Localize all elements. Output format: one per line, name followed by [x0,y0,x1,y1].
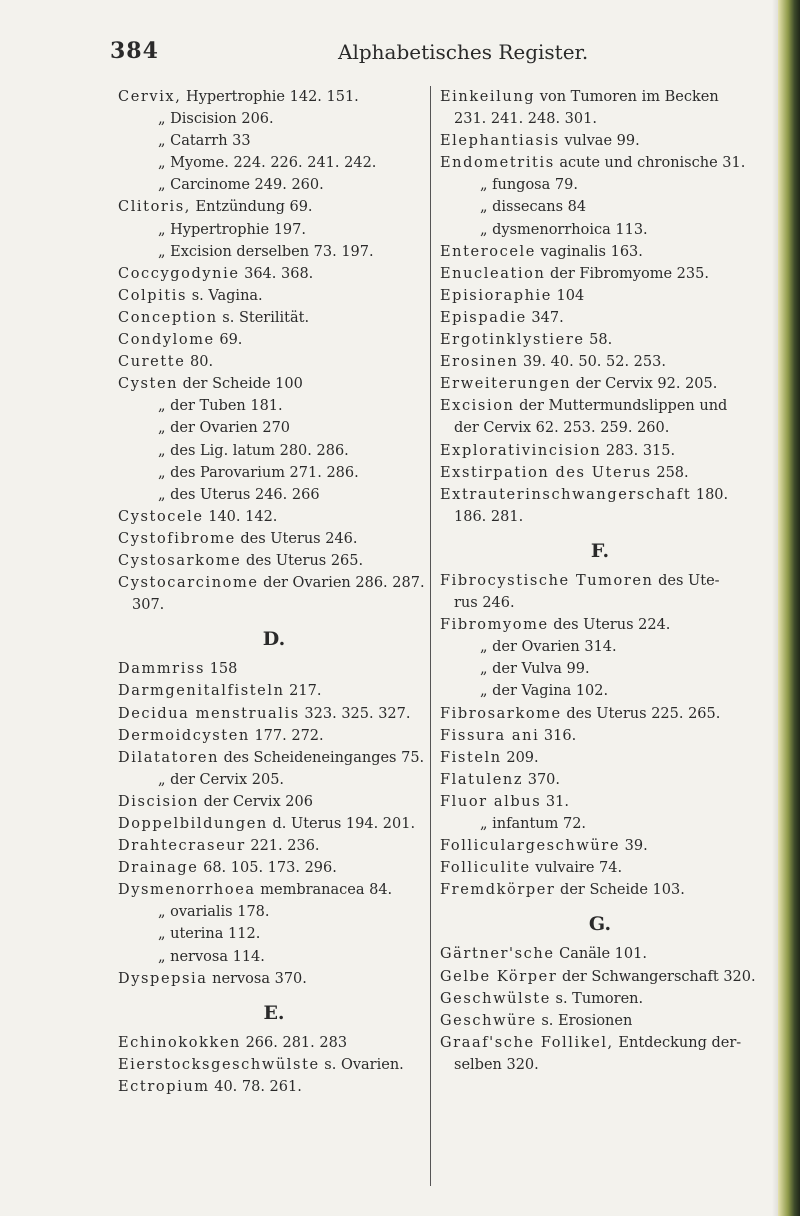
index-term: Cystofibrome [118,530,236,547]
index-entry [440,440,760,462]
index-references: der Cervix 206 [199,793,313,810]
index-term: Echinokokken [118,1034,241,1051]
index-subentry: „ der Vagina 102. [480,683,609,700]
index-entry [440,351,760,373]
index-references: 177. 272. [249,727,324,744]
index-entry [118,968,430,990]
index-entry [440,747,760,769]
index-continuation: rus 246. [454,595,515,612]
index-references: der Muttermundslippen und [514,398,728,415]
index-entry [440,285,760,307]
index-references: 39. [620,838,648,855]
index-entry [118,307,430,329]
index-references: s. Vagina. [187,287,263,304]
index-term: Fissura ani [440,727,540,744]
column-divider [430,86,431,1186]
index-subentry: „ der Vulva 99. [480,661,590,678]
index-entry [118,373,430,395]
index-term: Colpitis [118,287,188,304]
index-entry [440,570,760,592]
page-number: 384 [110,38,159,64]
index-term: Dysmenorrhoea [118,882,256,899]
index-references: von Tumoren im Becken [535,89,719,105]
index-references: d. Uterus 194. 201. [267,816,416,832]
index-references: 316. [539,727,577,744]
index-references: des Uterus 246. [235,530,358,547]
index-references: 283. 315. [601,442,676,459]
index-references: vulvae 99. [559,133,640,150]
index-term: Gelbe Körper [440,968,558,985]
index-entry [118,86,430,108]
index-term: Curette [118,354,186,371]
index-subentry: „ des Uterus 246. 266 [158,486,320,503]
index-entry [118,1032,430,1054]
page-title: Alphabetisches Register. [338,40,589,64]
index-entry [440,857,760,879]
index-entry [118,550,430,572]
index-references: 266. 281. 283 [240,1034,348,1051]
index-term: Elephantiasis [440,133,560,150]
index-term: Enterocele [440,243,536,260]
index-entry [118,658,430,680]
index-subentry: „ Discision 206. [158,111,274,128]
index-term: Fisteln [440,749,502,766]
index-term: Fibrocystische Tumoren [440,572,654,589]
index-references: 323. 325. 327. [299,705,411,722]
index-subentry: „ Hypertrophie 197. [158,221,306,238]
index-references: der Fibromyome 235. [545,265,709,282]
index-subentry: „ Carcinome 249. 260. [158,177,324,194]
index-term: Gärtner'sche [440,946,555,963]
index-subentry: „ des Lig. latum 280. 286. [158,442,349,459]
index-entry [440,1032,760,1054]
index-subentry: „ der Ovarien 270 [158,420,291,437]
index-term: Folliculite [440,860,531,877]
index-entry [440,966,760,988]
index-references: 347. [526,309,564,326]
index-continuation: 307. [132,597,165,614]
index-entry [440,373,760,395]
index-references: 140. 142. [203,508,278,525]
index-references: Entdeckung der- [613,1034,742,1051]
index-subentry: „ uterina 112. [158,926,261,943]
index-term: Cysten [118,376,179,393]
index-entry [440,1010,760,1032]
index-entry [118,506,430,528]
index-entry [440,943,760,965]
index-references: des Scheideneinganges 75. [219,749,425,766]
index-continuation: 186. 281. [454,508,524,525]
index-entry [118,835,430,857]
section-letter-heading: F. [590,539,610,562]
index-continuation: 231. 241. 248. 301. [454,111,597,128]
index-column-right [440,86,760,1076]
index-entry [440,130,760,152]
index-term: Enucleation [440,265,546,282]
index-references: der Ovarien 286. 287. [258,575,425,592]
index-term: Cystosarkome [118,552,242,569]
index-term: Einkeilung [440,89,536,105]
index-references: s. Tumoren. [550,990,644,1007]
index-references: des Ute- [653,572,720,589]
index-references: 104 [551,287,585,304]
index-entry [118,725,430,747]
index-subentry: „ des Parovarium 271. 286. [158,464,359,481]
index-entry [440,152,760,174]
index-term: Darmgenitalfisteln [118,683,285,700]
index-entry [440,241,760,263]
index-entry [440,988,760,1010]
index-entry [440,614,760,636]
index-term: Doppelbildungen [118,816,268,832]
index-references: 180. [691,486,729,503]
index-term: Fremdkörper [440,882,556,899]
index-entry [440,703,760,725]
index-term: Drainage [118,860,199,877]
index-entry [440,484,760,506]
index-references: des Uterus 265. [241,552,364,569]
index-references: 58. [584,332,613,349]
index-entry [440,329,760,351]
index-term: Cystocarcinome [118,575,259,592]
index-entry [118,351,430,373]
index-term: Extrauterinschwangerschaft [440,486,692,503]
index-subentry: „ der Cervix 205. [158,771,285,788]
index-entry [440,725,760,747]
index-entry [118,1054,430,1076]
index-term: Decidua menstrualis [118,705,300,722]
index-entry [440,395,760,417]
index-entry [118,285,430,307]
index-entry [440,86,760,108]
index-references: Canäle 101. [554,946,647,963]
index-column-left [118,86,430,1098]
index-term: Fibromyome [440,617,549,634]
index-term: Fibrosarkome [440,705,562,722]
index-term: Clitoris, [118,199,191,216]
index-references: acute und chronische 31. [554,155,746,172]
index-term: Flatulenz [440,771,524,788]
index-references: Entzündung 69. [190,199,313,216]
index-references: membranacea 84. [255,882,393,899]
index-references: 258. [651,464,689,481]
index-references: s. Sterilität. [217,309,310,326]
index-term: Excision [440,398,515,415]
index-subentry: „ Myome. 224. 226. 241. 242. [158,155,377,172]
index-references: 40. 78. 261. [209,1079,302,1096]
index-entry [118,263,430,285]
index-references: 69. [214,332,243,349]
index-entry [118,747,430,769]
book-binding-edge [778,0,800,1216]
index-references: nervosa 370. [207,970,307,987]
index-references: s. Erosionen [536,1012,633,1029]
index-subentry: „ dissecans 84 [480,199,587,216]
index-references: der Scheide 103. [555,882,685,899]
index-references: 80. [185,354,214,371]
index-subentry: „ Excision derselben 73. 197. [158,243,374,260]
index-term: Exstirpation des Uterus [440,464,652,481]
index-references: Hypertrophie 142. 151. [181,89,359,105]
index-subentry: „ fungosa 79. [480,177,578,194]
index-entry [118,680,430,702]
index-term: Coccygodynie [118,265,240,282]
index-references: 39. 40. 50. 52. 253. [518,354,666,371]
index-term: Discision [118,793,200,810]
index-references: der Schwangerschaft 320. [557,968,756,985]
index-subentry: „ nervosa 114. [158,948,265,965]
index-subentry: „ ovarialis 178. [158,904,270,921]
index-term: Cervix, [118,89,182,105]
index-term: Cystocele [118,508,204,525]
index-subentry: „ dysmenorrhoica 113. [480,221,648,238]
index-term: Epispadie [440,309,527,326]
index-entry [118,791,430,813]
index-term: Graaf'sche Follikel, [440,1034,614,1051]
section-letter-heading: E. [263,1001,285,1024]
index-term: Dermoidcysten [118,727,250,744]
index-continuation: selben 320. [454,1056,539,1073]
index-subentry: „ der Ovarien 314. [480,639,617,656]
index-entry [440,835,760,857]
index-references: 209. [501,749,539,766]
index-term: Drahtecraseur [118,838,246,855]
section-letter-heading: G. [588,913,612,936]
index-entry [118,329,430,351]
index-entry [118,528,430,550]
index-references: 68. 105. 173. 296. [198,860,337,877]
index-term: Ectropium [118,1079,210,1096]
index-subentry: „ der Tuben 181. [158,398,283,415]
index-references: der Cervix 92. 205. [571,376,718,393]
index-references: vaginalis 163. [535,243,643,260]
index-references: 31. [541,793,569,810]
index-term: Erosinen [440,354,519,371]
index-term: Conception [118,309,218,326]
index-continuation: der Cervix 62. 253. 259. 260. [454,420,670,437]
index-references: 370. [523,771,561,788]
index-term: Geschwülste [440,990,551,1007]
index-references: des Uterus 225. 265. [561,705,721,722]
index-term: Condylome [118,332,215,349]
index-term: Dyspepsia [118,970,208,987]
index-term: Endometritis [440,155,555,172]
index-term: Explorativincision [440,442,602,459]
index-references: vulvaire 74. [530,860,623,877]
index-entry [118,1076,430,1098]
index-references: 217. [284,683,322,700]
index-entry [118,703,430,725]
index-entry [118,857,430,879]
section-letter-heading: D. [262,628,286,651]
page-header [110,38,750,78]
index-term: Episioraphie [440,287,552,304]
index-entry [440,769,760,791]
index-entry [440,263,760,285]
index-term: Eierstocksgeschwülste [118,1056,320,1073]
index-references: 221. 236. [245,838,320,855]
index-entry [118,572,430,594]
index-entry [118,813,430,835]
index-entry [118,196,430,218]
index-references: s. Ovarien. [319,1056,404,1073]
index-entry [440,791,760,813]
index-entry [118,879,430,901]
index-term: Ergotinklystiere [440,332,585,349]
index-term: Dilatatoren [118,749,220,766]
index-subentry: „ Catarrh 33 [158,133,251,150]
index-entry [440,462,760,484]
index-term: Dammriss [118,661,206,678]
index-references: 158 [205,661,238,678]
index-term: Geschwüre [440,1012,537,1029]
index-entry [440,879,760,901]
index-references: des Uterus 224. [548,617,671,634]
index-term: Erweiterungen [440,376,572,393]
index-term: Fluor albus [440,793,542,810]
index-entry [440,307,760,329]
index-term: Folliculargeschwüre [440,838,621,855]
index-references: der Scheide 100 [178,376,303,393]
index-subentry: „ infantum 72. [480,816,587,832]
index-references: 364. 368. [239,265,314,282]
